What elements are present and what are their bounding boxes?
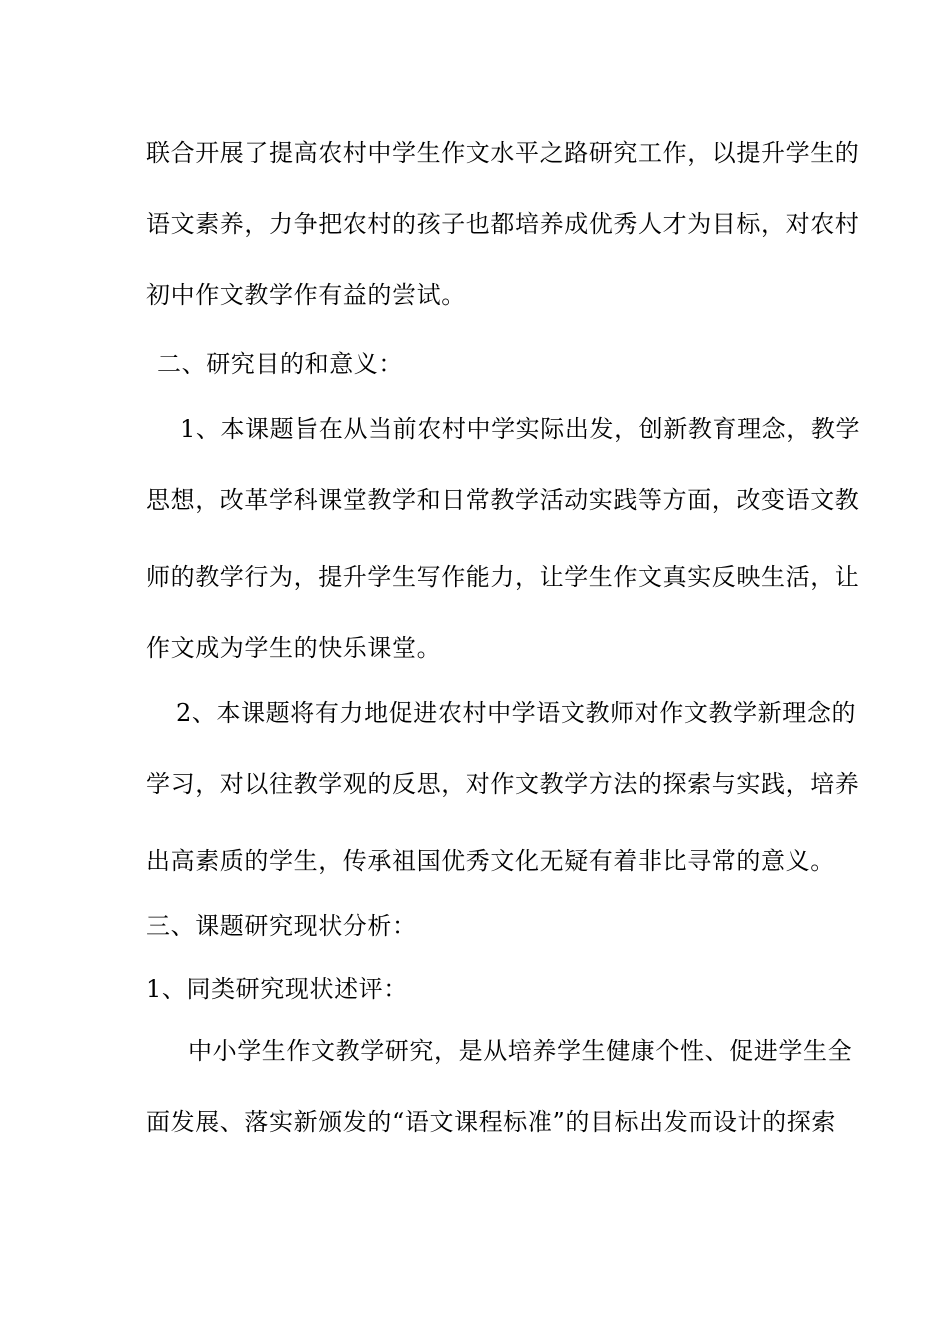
section-heading: 二、研究目的和意义： (157, 350, 403, 378)
paragraph-line: 初中作文教学作有益的尝试。 (146, 281, 466, 309)
paragraph-line: 师的教学行为，提升学生写作能力，让学生作文真实反映生活，让 (146, 563, 860, 591)
paragraph-line: 学习，对以往教学观的反思，对作文教学方法的探索与实践，培养 (146, 770, 860, 798)
paragraph-line: 1、本课题旨在从当前农村中学实际出发，创新教育理念，教学 (180, 415, 861, 443)
subsection-heading: 1、同类研究现状述评： (146, 975, 408, 1003)
paragraph-line: 语文素养，力争把农村的孩子也都培养成优秀人才为目标，对农村 (146, 210, 860, 238)
section-heading: 三、课题研究现状分析： (146, 912, 417, 940)
paragraph-line: 作文成为学生的快乐课堂。 (146, 634, 442, 662)
paragraph-line: 面发展、落实新颁发的“语文课程标准”的目标出发而设计的探索 (146, 1108, 836, 1136)
paragraph-line: 思想，改革学科课堂教学和日常教学活动实践等方面，改变语文教 (146, 486, 860, 514)
paragraph-line: 中小学生作文教学研究，是从培养学生健康个性、促进学生全 (188, 1037, 853, 1065)
paragraph-line: 联合开展了提高农村中学生作文水平之路研究工作，以提升学生的 (146, 139, 860, 167)
paragraph-line: 2、本课题将有力地促进农村中学语文教师对作文教学新理念的 (176, 699, 857, 727)
paragraph-line: 出高素质的学生，传承祖国优秀文化无疑有着非比寻常的意义。 (146, 847, 835, 875)
